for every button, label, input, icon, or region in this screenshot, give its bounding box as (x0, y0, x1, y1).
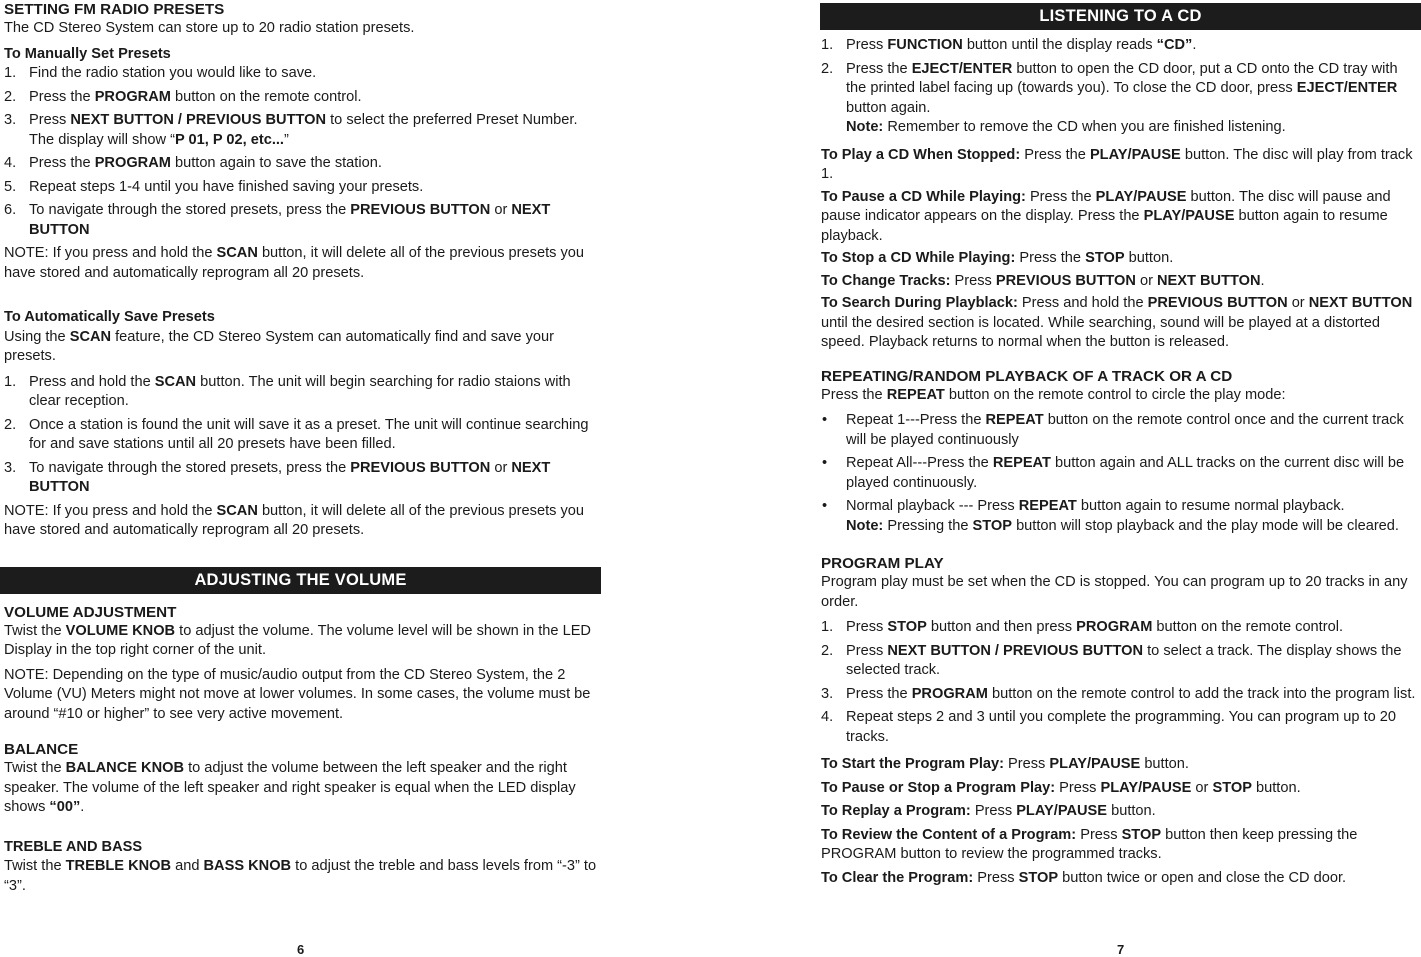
volume-note: NOTE: Depending on the type of music/audio output from the CD Stereo System, the 2 Volume (VU) Meters might not move at lower volumes. In some cases, the volume must be around “#10 or higher” to see very active movement. (4, 666, 591, 722)
bold-run: EJECT/ENTER (911, 60, 1013, 77)
bold-run: SCAN (154, 373, 197, 390)
text-run: Press the (821, 386, 887, 403)
text-run: Repeat steps 2 and 3 until you complete the programming. You can program up to 20 tracks. (846, 709, 1397, 745)
bold-run: PROGRAM (911, 685, 988, 702)
volume-adjustment-text (4, 622, 597, 661)
text-run: button on the remote control to circle the play mode: (944, 386, 1286, 403)
bold-run: REPEAT (985, 412, 1044, 428)
text-run: Twist the (4, 760, 66, 776)
step-number: 4. (4, 155, 17, 171)
text-run: button again to resume normal playback. (1076, 498, 1345, 514)
step-text (846, 686, 1415, 702)
step-number: 1. (4, 373, 17, 390)
bold-run: To Search During Playblack: (821, 295, 1018, 311)
text-run: to adjust the volume between the left speaker and the right speaker. The volume of the left speaker and right speaker is equal when the LED display shows (4, 760, 576, 815)
text-run: button, it will delete all of the previous presets you have stored and automatically reprogram all 20 presets. (4, 502, 584, 538)
bold-run: Note: (846, 517, 884, 534)
bold-run: NEXT BUTTON (1308, 295, 1413, 311)
text-run: until the desired section is located. While searching, sound will be played at a distorted speed. Playback returns to normal when the button is released. (821, 314, 1380, 350)
manual-step (4, 201, 597, 240)
text-run: button. The disc will pause and pause indicator appears on the display. Press the (821, 188, 1391, 224)
bold-run: NEXT BUTTON (29, 459, 551, 495)
step-text (29, 417, 588, 453)
bold-run: STOP (1018, 869, 1059, 886)
right-page (820, 0, 1421, 956)
text-run: Press the (29, 155, 95, 171)
text-run: Press the (1020, 146, 1090, 163)
bold-run: STOP (887, 619, 927, 635)
cd-steps (821, 36, 1421, 138)
cd-step (821, 36, 1421, 56)
step-note (846, 118, 1421, 138)
bold-run: PROGRAM (1076, 619, 1153, 635)
program-step (821, 685, 1421, 705)
manual-step (4, 64, 597, 84)
text-run: button then keep pressing the PROGRAM button to review the programmed tracks. (821, 826, 1358, 862)
balance-text (4, 759, 597, 818)
adjusting-volume-bar: ADJUSTING THE VOLUME (0, 567, 601, 594)
auto-presets-note (4, 502, 597, 541)
bold-run: “00” (49, 799, 81, 815)
bold-run: STOP (972, 517, 1013, 534)
text-run: Press (846, 619, 888, 635)
bold-run: PLAY/PAUSE (1143, 208, 1235, 224)
program-paragraph (821, 826, 1421, 865)
cd-paragraphs (821, 146, 1421, 353)
text-run: button on the remote control once and the current track will be played continuously (846, 412, 1404, 448)
text-run: or (1191, 779, 1213, 796)
bold-run: To Stop a CD While Playing: (821, 250, 1016, 266)
fm-presets-intro: The CD Stereo System can store up to 20 radio station presets. (4, 20, 415, 36)
bullet-text (846, 412, 1404, 448)
fm-presets-title: SETTING FM RADIO PRESETS (4, 1, 225, 18)
manual-step (4, 111, 597, 150)
bold-run: PREVIOUS BUTTON (350, 202, 491, 218)
volume-adjustment-heading: VOLUME ADJUSTMENT (4, 603, 177, 621)
bold-run: P 01, P 02, etc... (175, 131, 284, 148)
repeat-mode-item (821, 497, 1421, 536)
bullet-text (846, 455, 1404, 491)
manual-step (4, 88, 597, 108)
bold-run: PREVIOUS BUTTON (1147, 295, 1288, 311)
step-text (846, 37, 1196, 53)
auto-step (4, 459, 597, 498)
text-run: or (1135, 272, 1158, 289)
bold-run: SCAN (216, 245, 258, 261)
step-number: 3. (821, 685, 834, 702)
bold-run: PLAY/PAUSE (1095, 188, 1187, 205)
text-run: Repeat 1---Press the (846, 412, 986, 428)
text-run: Press (846, 642, 888, 659)
text-run: button will stop playback and the play mode will be cleared. (1012, 517, 1399, 534)
bold-run: PLAY/PAUSE (1016, 803, 1108, 819)
cd-paragraph (821, 146, 1421, 185)
bold-run: EJECT/ENTER (1296, 80, 1398, 96)
program-play-intro: Program play must be set when the CD is stopped. You can program up to 20 tracks in any order. (821, 574, 1408, 610)
step-number: 1. (4, 65, 17, 81)
text-run: Twist the (4, 858, 66, 874)
text-run: feature, the CD Stereo System can automatically find and save your presets. (4, 328, 554, 364)
text-run: ” (284, 131, 289, 148)
text-run: Press the (846, 685, 912, 702)
bold-run: PLAY/PAUSE (1100, 779, 1192, 796)
text-run: button on the remote control. (170, 88, 362, 105)
bold-run: To Change Tracks: (821, 272, 951, 289)
bold-run: NEXT BUTTON (29, 202, 551, 238)
cd-paragraph (821, 272, 1421, 292)
repeat-modes (821, 411, 1421, 536)
step-text (29, 89, 362, 105)
text-run: button again and ALL tracks on the current disc will be played continuously. (846, 455, 1405, 491)
repeat-mode-item (821, 454, 1421, 493)
text-run: button. (1124, 250, 1174, 266)
program-paragraph (821, 802, 1421, 822)
cd-paragraph (821, 188, 1421, 247)
step-number: 2. (821, 60, 834, 77)
repeat-intro (821, 386, 1421, 406)
text-run: Press and hold the (29, 373, 155, 390)
step-number: 5. (4, 178, 17, 195)
bold-run: To Clear the Program: (821, 869, 974, 886)
cd-paragraph (821, 249, 1421, 269)
text-run: Press the (1015, 250, 1086, 266)
step-number: 2. (4, 416, 17, 433)
step-text (846, 619, 1343, 635)
step-number: 2. (4, 88, 17, 105)
text-run: button. (1107, 803, 1156, 819)
text-run: button on the remote control. (1152, 619, 1344, 635)
auto-step (4, 373, 597, 412)
bold-run: To Review the Content of a Program: (821, 826, 1077, 843)
program-paragraphs (821, 755, 1421, 888)
manual-step (4, 154, 597, 174)
bold-run: To Pause a CD While Playing: (821, 188, 1026, 205)
text-run: or (1287, 295, 1309, 311)
bold-run: VOLUME KNOB (65, 622, 176, 639)
text-run: Twist the (4, 622, 66, 639)
text-run: Press the (29, 88, 95, 105)
balance-heading: BALANCE (4, 741, 79, 758)
repeat-mode-item (821, 411, 1421, 450)
bold-run: NEXT BUTTON / PREVIOUS BUTTON (887, 642, 1144, 659)
text-run: Press (846, 37, 888, 53)
step-text (846, 709, 1396, 745)
text-run: Normal playback --- Press (846, 498, 1019, 514)
text-run: or (490, 202, 512, 218)
text-run: To navigate through the stored presets, press the (29, 459, 351, 476)
text-run: to select a track. The display shows the selected track. (846, 642, 1402, 678)
text-run: NOTE: If you press and hold the (4, 245, 217, 261)
bullet-icon: • (822, 412, 828, 428)
program-step (821, 708, 1421, 747)
text-run: Remember to remove the CD when you are finished listening. (883, 119, 1286, 135)
page-number-left: 6 (297, 942, 305, 957)
bold-run: REPEAT (1018, 498, 1077, 514)
step-number: 4. (821, 709, 834, 725)
page-number-right: 7 (1117, 942, 1125, 957)
bullet-note (846, 517, 1421, 537)
text-run: To navigate through the stored presets, press the (29, 202, 351, 218)
text-run: . (1192, 37, 1197, 53)
step-text (29, 202, 550, 238)
auto-step (4, 416, 597, 455)
text-run: button again to save the station. (170, 155, 382, 171)
step-text (29, 374, 571, 410)
bold-run: NEXT BUTTON / PREVIOUS BUTTON (70, 112, 327, 128)
treble-bass-text (4, 857, 597, 896)
bold-run: PLAY/PAUSE (1089, 146, 1181, 163)
program-step (821, 618, 1421, 638)
text-run: Pressing the (883, 517, 973, 534)
text-run: Press (1004, 756, 1050, 772)
auto-presets-intro (4, 328, 597, 367)
bold-run: To Start the Program Play: (821, 756, 1004, 772)
bold-run: PREVIOUS BUTTON (995, 272, 1136, 289)
auto-presets-heading: To Automatically Save Presets (4, 309, 215, 325)
text-run: Press the (1025, 188, 1096, 205)
step-number: 1. (821, 37, 834, 53)
bullet-text (846, 498, 1345, 514)
text-run: Find the radio station you would like to save. (29, 65, 317, 81)
text-run: button until the display reads (962, 37, 1157, 53)
bold-run: STOP (1085, 250, 1125, 266)
text-run: Press (1055, 779, 1101, 796)
text-run: button. (1251, 779, 1301, 796)
bold-run: PROGRAM (94, 88, 171, 105)
text-run: button on the remote control to add the track into the program list. (987, 685, 1416, 702)
text-run: Press (1076, 826, 1122, 843)
program-paragraph (821, 869, 1421, 889)
bold-run: TREBLE KNOB (65, 858, 172, 874)
bold-run: BALANCE KNOB (65, 760, 185, 776)
step-text (29, 155, 382, 171)
text-run: Press and hold the (1017, 295, 1148, 311)
listening-cd-bar: LISTENING TO A CD (820, 3, 1421, 30)
step-text (846, 643, 1402, 679)
manual-presets-heading: To Manually Set Presets (4, 45, 171, 62)
bold-run: Note: (846, 119, 884, 135)
bold-run: REPEAT (886, 386, 945, 403)
bold-run: SCAN (216, 502, 258, 519)
text-run: Using the (4, 328, 70, 345)
text-run: button to open the CD door, put a CD onto the CD tray with the printed label facing up (towards you). To close the CD door, press (846, 60, 1398, 96)
text-run: NOTE: If you press and hold the (4, 502, 217, 519)
bold-run: To Play a CD When Stopped: (821, 146, 1021, 163)
text-run: Press (950, 272, 996, 289)
step-text (846, 61, 1398, 116)
cd-step (821, 60, 1421, 138)
program-steps (821, 618, 1421, 747)
step-text (29, 65, 316, 81)
bold-run: FUNCTION (887, 37, 963, 53)
text-run: button and then press (926, 619, 1077, 635)
program-step (821, 642, 1421, 681)
manual-presets-steps (4, 64, 597, 240)
bold-run: PREVIOUS BUTTON (350, 459, 491, 476)
left-page (0, 0, 601, 956)
text-run: Press (973, 869, 1019, 886)
bold-run: To Replay a Program: (821, 803, 971, 819)
text-run: button. (1140, 756, 1189, 772)
step-text (29, 460, 550, 496)
bullet-icon: • (822, 498, 828, 514)
step-text (29, 179, 423, 195)
step-number: 6. (4, 202, 17, 218)
bold-run: PROGRAM (94, 155, 171, 171)
text-run: and (171, 858, 204, 874)
text-run: button again to resume playback. (821, 208, 1388, 244)
bold-run: To Pause or Stop a Program Play: (821, 779, 1056, 796)
text-run: button, it will delete all of the previous presets you have stored and automatically reprogram all 20 presets. (4, 245, 584, 281)
bold-run: NEXT BUTTON (1157, 272, 1261, 289)
step-number: 1. (821, 619, 834, 635)
text-run: Repeat steps 1-4 until you have finished saving your presets. (29, 178, 424, 195)
repeat-heading: REPEATING/RANDOM PLAYBACK OF A TRACK OR A CD (821, 367, 1233, 385)
step-number: 2. (821, 642, 834, 659)
bold-run: BASS KNOB (203, 858, 292, 874)
text-run: Repeat All---Press the (846, 455, 993, 471)
text-run: to adjust the volume. The volume level will be shown in the LED Display in the top right corner of the unit. (4, 622, 591, 658)
manual-step (4, 178, 597, 198)
text-run: Press the (846, 60, 912, 77)
text-run: . (80, 799, 85, 815)
auto-presets-steps (4, 373, 597, 498)
program-play-heading: PROGRAM PLAY (821, 555, 944, 572)
step-number: 3. (4, 459, 17, 476)
bold-run: SCAN (69, 328, 112, 345)
bold-run: STOP (1121, 826, 1162, 843)
text-run: to select the preferred Preset Number. The display will show “ (29, 112, 578, 148)
text-run: or (490, 459, 512, 476)
text-run: . (1260, 272, 1265, 289)
text-run: button. The unit will begin searching for radio staions with clear reception. (29, 373, 571, 409)
text-run: button. The disc will play from track 1. (821, 146, 1413, 182)
text-run: Once a station is found the unit will save it as a preset. The unit will continue searching for and save stations until all 20 presets have been filled. (29, 416, 589, 452)
text-run: to adjust the treble and bass levels from “-3” to “3”. (4, 858, 597, 894)
text-run: button twice or open and close the CD door. (1058, 869, 1347, 886)
step-number: 3. (4, 112, 17, 128)
bold-run: REPEAT (992, 455, 1051, 471)
bold-run: STOP (1212, 779, 1252, 796)
bold-run: PLAY/PAUSE (1049, 756, 1141, 772)
program-paragraph (821, 779, 1421, 799)
bold-run: “CD” (1156, 37, 1193, 53)
text-run: button again. (846, 99, 931, 116)
program-paragraph (821, 755, 1421, 775)
bullet-icon: • (822, 455, 828, 471)
treble-bass-heading: TREBLE AND BASS (4, 838, 143, 855)
step-text (29, 112, 578, 148)
manual-presets-note (4, 244, 597, 283)
text-run: Press (29, 112, 71, 128)
cd-paragraph (821, 294, 1421, 353)
text-run: Press (970, 803, 1017, 819)
